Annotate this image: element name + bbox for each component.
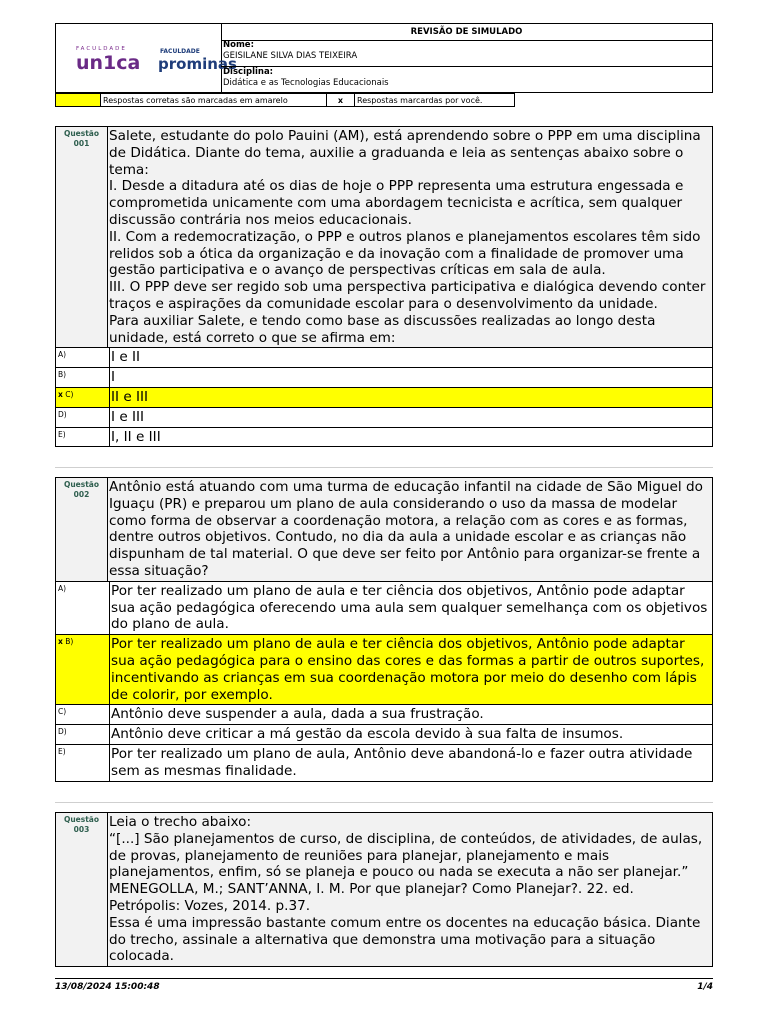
- option-label: [56, 388, 110, 407]
- question-stem: Salete, estudante do polo Pauini (AM), está aprendendo sobre o PPP em uma disciplina de Didática. Diante do tema, auxilie a graduanda e leia as sentenças abaixo sobre o tema: I. Desde a ditadura até os dias de hoje o PPP representa uma estrutura engessada e comprometida unicamente com uma abordagem tecnicista e acrítica, sem qualquer discussão contrária nos meios educacionais. II. Com a redemocratização, o PPP e outros planos e planejamentos escolares têm sido relidos sob a ótica da organização e da inovação com a finalidade de promover uma gestão participativa e o avanço de perspectivas críticas em sala de aula. III. O PPP deve ser regido sob uma perspectiva participativa e dialógica devendo conter traços e aspirações da comunidade escolar para o desenvolvimento da unidade. Para auxiliar Salete, e tendo como base as discussões realizadas ao longo desta unidade, está correto o que se afirma em:: [108, 127, 712, 347]
- option-mark: x: [58, 389, 63, 399]
- page-title: REVISÃO DE SIMULADO: [221, 24, 712, 41]
- legend-mark: x: [327, 93, 355, 107]
- option-e[interactable]: [56, 428, 712, 447]
- discipline-name: Didática e as Tecnologias Educacionais: [223, 78, 389, 88]
- question-stem: Antônio está atuando com uma turma de educação infantil na cidade de São Miguel do Iguaçu (PR) e preparou um plano de aula considerando o uso da massa de modelar como forma de observar a coordenação motora, a relação com as cores e as formas, dentre outros objetivos. Contudo, no dia da aula a unidade escolar e as crianças não dispunham de tal material. O que deve ser feito por Antônio para organizar-se frente a essa situação?: [108, 478, 712, 581]
- option-text: Por ter realizado um plano de aula, Antônio deve abandoná-lo e fazer outra atividade sem as mesmas finalidade.: [111, 745, 693, 779]
- option-label: [56, 635, 110, 704]
- logo-prominas-text: prominas: [158, 55, 237, 73]
- discipline-row: [221, 67, 712, 92]
- option-text: I, II e III: [111, 428, 161, 445]
- question-stem-row: [56, 813, 712, 966]
- question-stem: Leia o trecho abaixo: “[...] São planejamentos de curso, de disciplina, de conteúdos, de atividades, de aulas, de provas, planejamento de reuniões para planejar, planejamento e mais planejamentos, enfim, só se planeja e pouco ou nada se executa a não ser planejar.” MENEGOLLA, M.; SANT’ANNA, I. M. Por que planejar? Como Planejar?. 22. ed. Petrópolis: Vozes, 2014. p.37. Essa é uma impressão bastante comum entre os docentes na educação básica. Diante do trecho, assinale a alternativa que demonstra uma motivação para a situação colocada.: [108, 813, 712, 966]
- question-block-001: [55, 126, 713, 447]
- option-label: [56, 705, 110, 724]
- option-label: [56, 368, 110, 387]
- document-header: [55, 23, 713, 93]
- option-a[interactable]: [56, 582, 712, 635]
- logo-unica-text: un1ca: [76, 52, 141, 74]
- institution-logo: [56, 24, 237, 92]
- question-number: 003: [73, 825, 90, 834]
- option-letter: E): [58, 429, 66, 439]
- logo-faculdade-text-2: FACULDADE: [160, 48, 200, 55]
- question-label: [56, 813, 108, 966]
- option-text: I: [111, 369, 116, 386]
- option-text: I e II: [111, 349, 141, 366]
- option-c-selected-correct[interactable]: [56, 388, 712, 408]
- discipline-label: Disciplina:: [223, 67, 274, 77]
- option-text: II e III: [111, 388, 149, 405]
- option-b-selected-correct[interactable]: [56, 635, 712, 705]
- student-name-row: [221, 40, 712, 67]
- question-label: [56, 478, 108, 581]
- question-number: 001: [73, 139, 90, 148]
- page-footer: [55, 978, 713, 992]
- student-name: GEISILANE SILVA DIAS TEIXEIRA: [223, 51, 358, 61]
- option-letter: D): [58, 409, 67, 419]
- option-letter: C): [65, 389, 74, 399]
- option-text: I e III: [111, 408, 145, 425]
- option-d[interactable]: [56, 408, 712, 428]
- option-c[interactable]: [56, 705, 712, 725]
- option-label: [56, 348, 110, 367]
- option-label: [56, 408, 110, 427]
- question-block-003: [55, 812, 713, 967]
- question-number: 002: [73, 490, 90, 499]
- option-label: [56, 745, 110, 781]
- option-letter: B): [65, 637, 74, 647]
- question-separator: [55, 802, 713, 803]
- option-d[interactable]: [56, 725, 712, 745]
- option-mark: x: [58, 637, 63, 647]
- question-word: Questão: [63, 480, 100, 489]
- option-letter: D): [58, 727, 67, 737]
- question-word: Questão: [63, 815, 100, 824]
- option-text: Por ter realizado um plano de aula e ter ciência dos objetivos, Antônio pode adaptar sua ação pedagógica oferecendo uma aula sem qualquer semelhança com os objetivos do plano de aula.: [111, 582, 708, 633]
- option-label: [56, 582, 110, 634]
- question-block-002: [55, 477, 713, 782]
- legend-yellow-swatch: [55, 93, 101, 107]
- option-label: [56, 428, 110, 447]
- question-separator: [55, 467, 713, 468]
- page-number: 1/4: [697, 982, 713, 992]
- option-text: Antônio deve suspender a aula, dada a sua frustração.: [111, 706, 484, 723]
- logo-faculdade-text: FACULDADE: [76, 46, 127, 52]
- option-label: [56, 725, 110, 744]
- option-letter: B): [58, 370, 67, 380]
- legend-correct-text: Respostas corretas são marcadas em amarelo: [101, 93, 327, 107]
- option-a[interactable]: [56, 348, 712, 368]
- question-word: Questão: [63, 129, 100, 138]
- option-letter: C): [58, 707, 67, 717]
- option-letter: A): [58, 350, 67, 360]
- option-letter: E): [58, 746, 66, 756]
- question-label: [56, 127, 108, 347]
- option-e[interactable]: [56, 745, 712, 781]
- print-datetime: 13/08/2024 15:00:48: [55, 982, 160, 992]
- question-stem-row: [56, 478, 712, 582]
- option-letter: A): [58, 583, 67, 593]
- option-b[interactable]: [56, 368, 712, 388]
- option-text: Antônio deve criticar a má gestão da escola devido à sua falta de insumos.: [111, 726, 624, 743]
- name-label: Nome:: [223, 40, 254, 50]
- question-stem-row: [56, 127, 712, 348]
- legend-marked-text: Respostas marcardas por você.: [355, 93, 515, 107]
- option-text: Por ter realizado um plano de aula e ter ciência dos objetivos, Antônio pode adaptar sua ação pedagógica para o ensino das cores e das formas a partir de outros suportes, incentivando as crianças em sua coordenação motora por meio do desenho com lápis de colorir, por exemplo.: [111, 636, 705, 703]
